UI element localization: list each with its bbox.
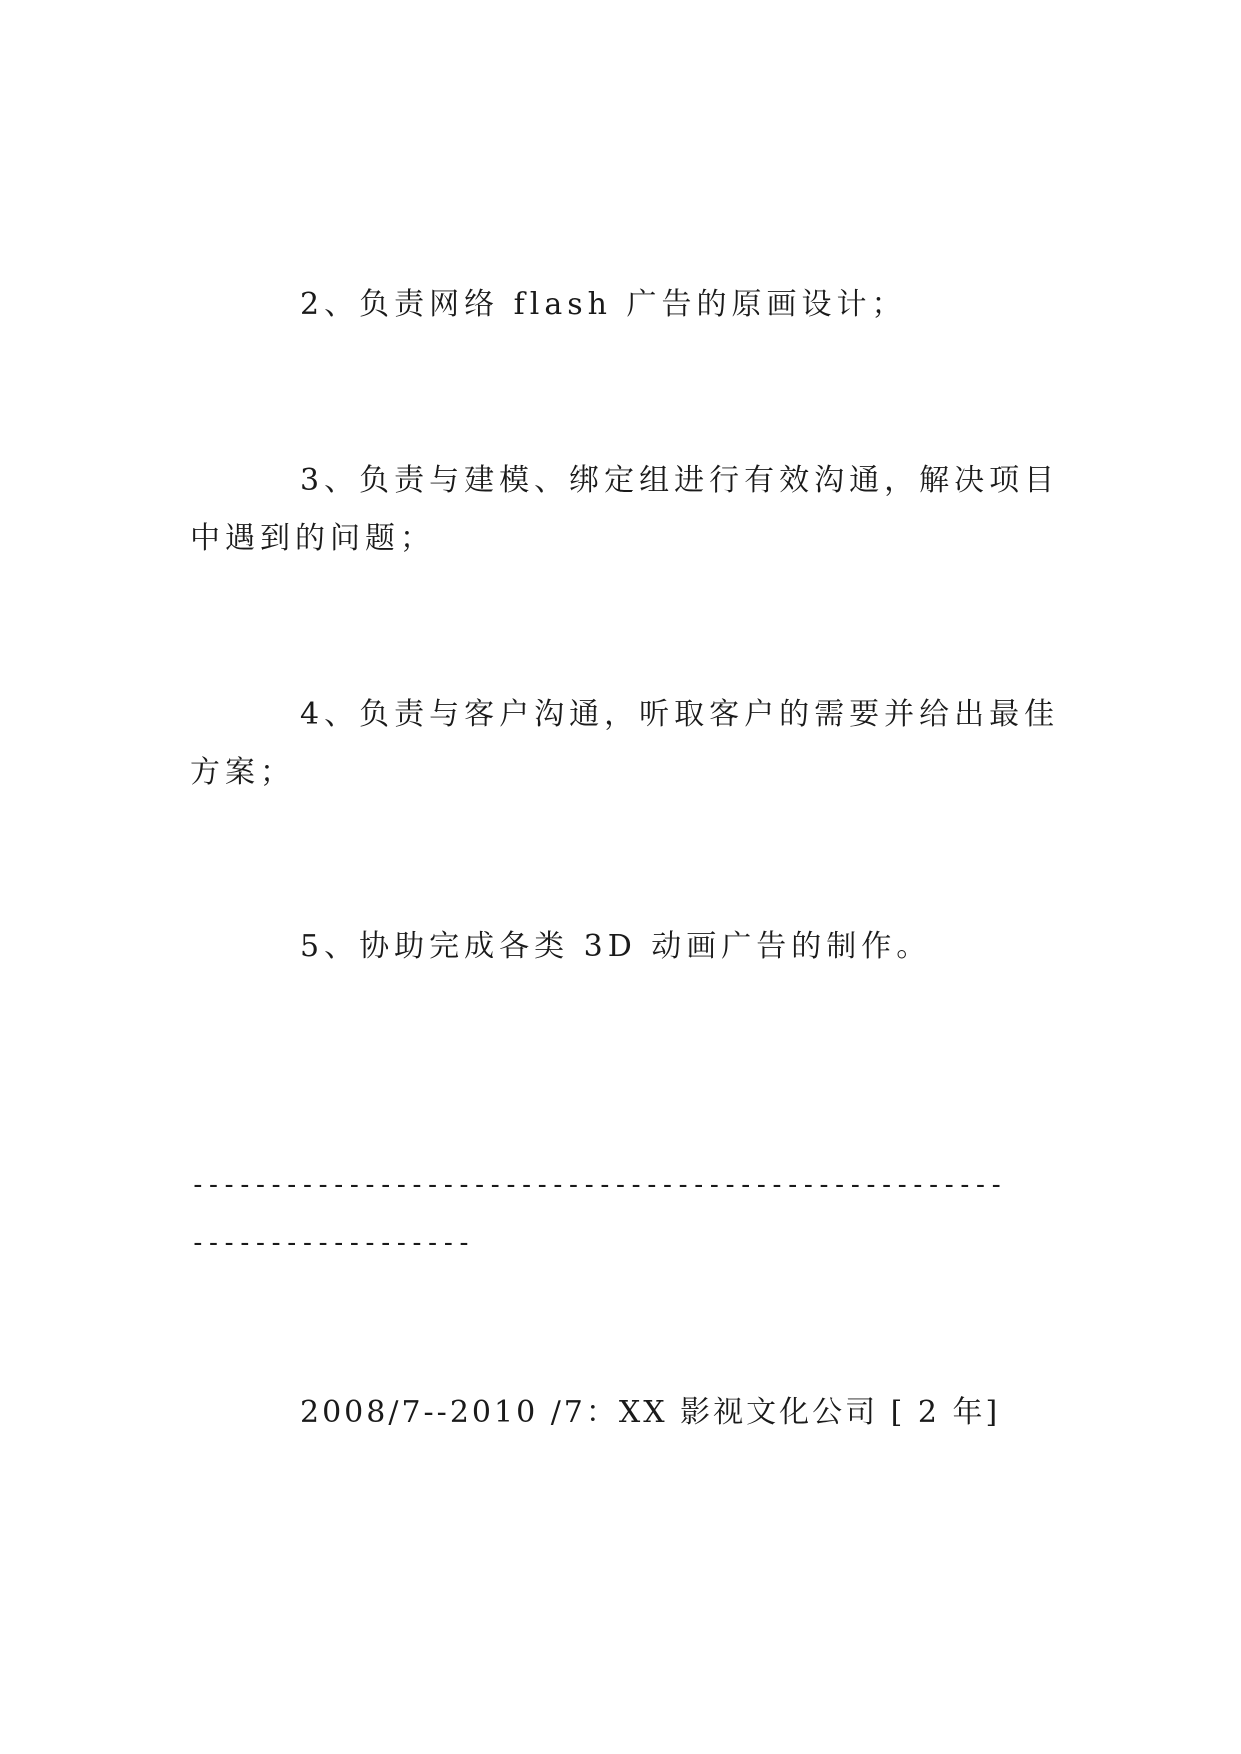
duty-item-4: 4、负责与客户沟通，听取客户的需要并给出最佳方案； — [190, 697, 1060, 790]
duty-item-2: 2、负责网络 flash 广告的原画设计； — [300, 287, 907, 322]
duty-item-3: 3、负责与建模、绑定组进行有效沟通，解决项目中遇到的问题； — [190, 463, 1060, 556]
section-divider-line-1: ---------------------------------------------------- — [190, 1170, 1004, 1200]
duty-item-5: 5、协助完成各类 3D 动画广告的制作。 — [300, 929, 932, 964]
section-divider-line-2: ------------------ — [190, 1228, 472, 1258]
job-entry-heading: 2008/7--2010 /7：XX 影视文化公司 [ 2 年] — [300, 1395, 1001, 1430]
